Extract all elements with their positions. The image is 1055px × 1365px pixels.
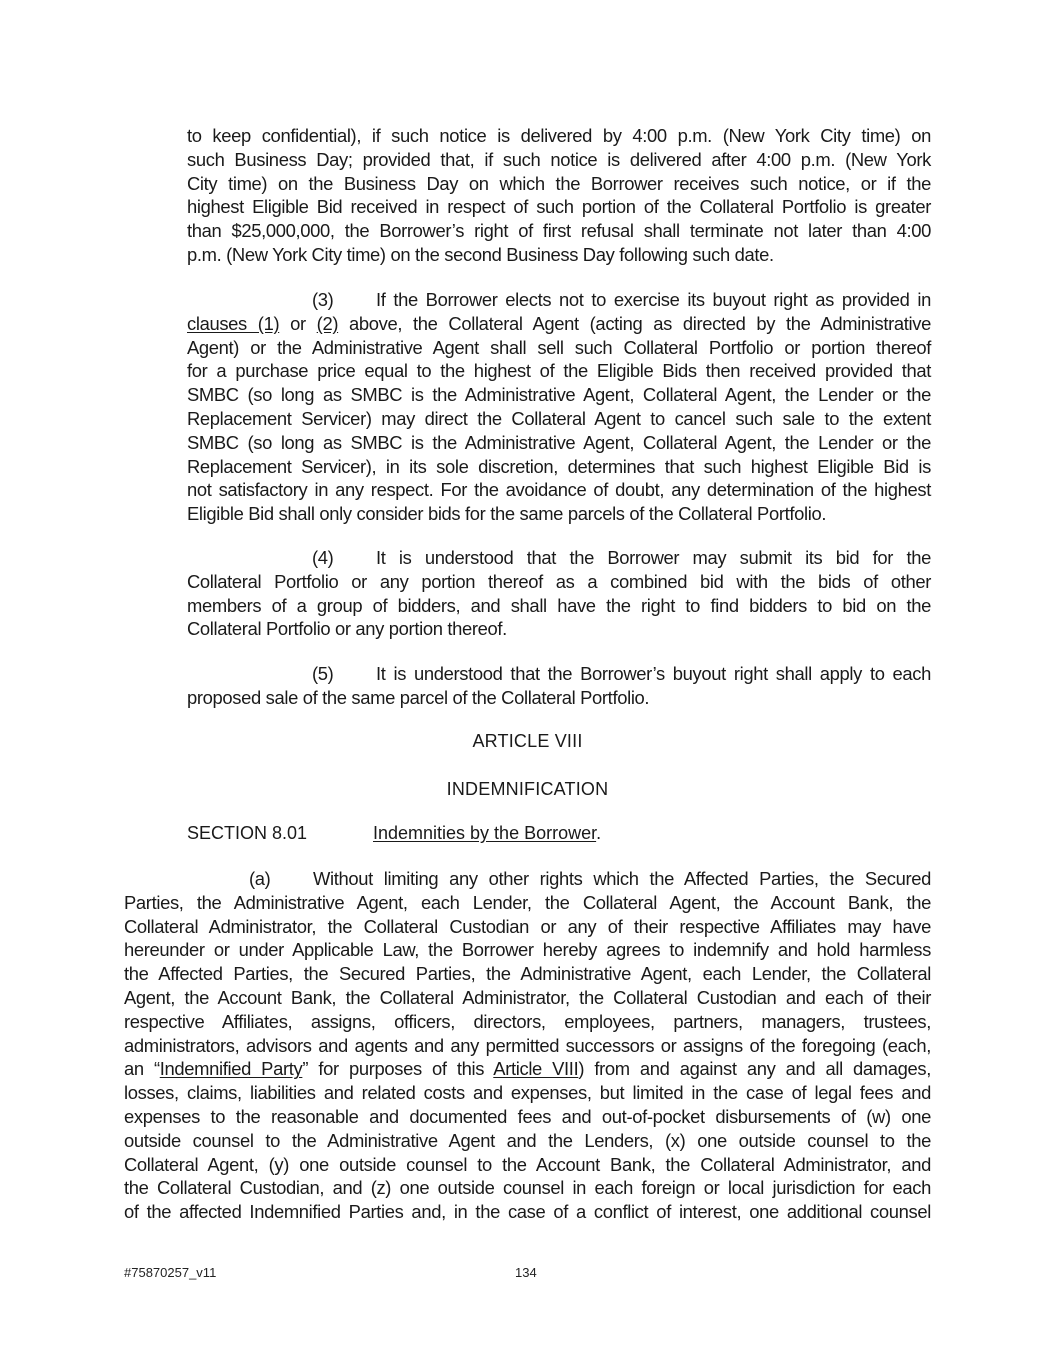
clause-1-reference-link[interactable]: clauses (1) <box>187 312 280 334</box>
clause-3 <box>187 288 931 526</box>
text-line: proposed sale of the same parcel of the Collateral Portfolio. <box>187 686 650 708</box>
text-line: administrators, advisors and agents and any permitted successors or assigns of the foregoing (each, <box>124 1034 931 1056</box>
text-line: such Business Day; provided that, if such notice is delivered after 4:00 p.m. (New York <box>187 148 931 170</box>
text-line: Agent) or the Administrative Agent shall sell such Collateral Portfolio or portion thereof <box>187 336 931 358</box>
text-line: respective Affiliates, assigns, officers, directors, employees, partners, managers, trustees, <box>124 1010 931 1032</box>
section-title: Indemnities by the Borrower <box>373 823 597 843</box>
defined-term-indemnified-party: Indemnified Party <box>159 1058 303 1080</box>
text-line: SMBC (so long as SMBC is the Administrative Agent, Collateral Agent, the Lender or the <box>187 384 931 406</box>
clause-number: (3) <box>312 289 334 310</box>
text-line: of the affected Indemnified Parties and, in the case of a conflict of interest, one additional counsel <box>124 1201 931 1223</box>
text-line: hereunder or under Applicable Law, the Borrower hereby agrees to indemnify and hold harmless <box>124 939 931 961</box>
text-line: outside counsel to the Administrative Agent and the Lenders, (x) one outside counsel to the <box>124 1129 931 1151</box>
text-line: Agent, the Account Bank, the Collateral Administrator, the Collateral Custodian and each of their <box>124 986 931 1008</box>
text-line: losses, claims, liabilities and related costs and expenses, but limited in the case of legal fees and <box>124 1082 931 1104</box>
text-line: Collateral Portfolio or any portion thereof. <box>187 618 507 640</box>
document-page: to keep confidential), if such notice is delivered by 4:00 p.m. (New York City time) on such Business Day; provided that, if such notice is delivered after 4:00 p.m. (New York City time) on the Business Day on which the Borrower receives such notice, or if the highest Eligible Bid received in respect of such portion of the Collateral Portfolio is greater than $25,000,000, the Borrower’s right of first refusal shall terminate not later than 4:00 p.m. (New York City time) on the second Business Day following such date. (3) If the Borrower elects not to exercise its buyout right as provided in clauses (1) or (2) above, the Collateral Agent (acting as directed by the Administrative Agent) or the Administrative Agent shall sell such Collateral Portfolio or portion thereof for a purchase price equal to the highest of the Eligible Bids then received provided that SMBC (so long as SMBC is the Administrative Agent, Collateral Agent, the Lender or the Replacement Servicer) may direct the Collateral Agent to cancel such sale to the extent SMBC (so long as SMBC is the Administrative Agent, Collateral Agent, the Lender or the Replacement Servicer), in its sole discretion, determines that such highest Eligible Bid is not satisfactory in any respect. For the avoidance of doubt, any determination of the highest Eligible Bid shall only consider bids for the same parcels of the Collateral Portfolio. (4) It is understood that the Borrower may submit its bid for the Collateral Portfolio or any portion thereof as a combined bid with the bids of other members of a group of bidders, and shall have the right to find bidders to bid on the Collateral Portfolio or any portion thereof. (5) It is understood that the Borrower’s buyout right shall apply to each proposed sale of the same parcel of the Collateral Portfolio. ARTICLE VIII INDEMNIFICATION SECTION 8.01 Indemnities by the Borrower. (a) Without limiting any other rights which the Affected Parties, the Secured Parties, the Administrative Agent, each Lender, the Collateral Agent, the Account Bank, the Collateral Administrator, the Collateral Custodian or any of their respective Affiliates may have hereunder or under Applicable Law, the Borrower hereby agrees to indemnify and hold harmless the Affected Parties, the Secured Parties, the Administrative Agent, each Lender, the Collateral Agent, the Account Bank, the Collateral Administrator, the Collateral Custodian and each of their respective Affiliates, assigns, officers, directors, employees, partners, managers, trustees, administrators, advisors and agents and any permitted successors or assigns of the foregoing (each, an “Indemnified Party” for purposes of this Article VIII) from and against any and all damages, losses, claims, liabilities and related costs and expenses, but limited in the case of legal fees and expenses to the reasonable and documented fees and out-of-pocket disbursements of (w) one outside counsel to the Administrative Agent and the Lenders, (x) one outside counsel to the Collateral Agent, (y) one outside counsel to the Account Bank, the Collateral Administrator, and the Collateral Custodian, and (z) one outside counsel in each foreign or local jurisdiction for each of the affected Indemnified Parties and, in the case of a conflict of interest, one additional counsel #75870257_v11 134 <box>0 0 1055 1365</box>
text-line: highest Eligible Bid received in respect of such portion of the Collateral Portfolio is greater <box>187 196 931 218</box>
text-line: Eligible Bid shall only consider bids for the same parcels of the Collateral Portfolio. <box>187 503 827 525</box>
clause-4 <box>187 546 931 641</box>
text-line: clauses (1) or (2) above, the Collateral Agent (acting as directed by the Administrative <box>187 312 932 334</box>
clause-number: (4) <box>312 547 334 568</box>
footer-page-number: 134 <box>515 1265 537 1280</box>
text-line: Collateral Administrator, the Collateral Custodian or any of their respective Affiliates may have <box>124 915 931 937</box>
article-viii-reference-link[interactable]: Article VIII <box>493 1058 579 1080</box>
text-line: expenses to the reasonable and documented fees and out-of-pocket disbursements of (w) one <box>124 1105 931 1127</box>
clause-first-line: (4) It is understood that the Borrower may submit its bid for the <box>312 547 931 568</box>
text-line: p.m. (New York City time) on the second Business Day following such date. <box>187 243 774 265</box>
text-line: Parties, the Administrative Agent, each Lender, the Collateral Agent, the Account Bank, the <box>124 891 931 913</box>
text-line: SMBC (so long as SMBC is the Administrative Agent, Collateral Agent, the Lender or the <box>187 431 931 453</box>
clause-number: (a) <box>249 868 271 889</box>
text-line: Replacement Servicer), in its sole discretion, determines that such highest Eligible Bid is <box>187 455 931 477</box>
clause-a <box>124 867 931 1224</box>
footer-document-id: #75870257_v11 <box>124 1265 217 1280</box>
text-line: Collateral Portfolio or any portion thereof as a combined bid with the bids of other <box>187 570 931 592</box>
text-line: an “Indemnified Party” for purposes of this Article VIII) from and against any and all damages, <box>124 1058 931 1080</box>
text-line: than $25,000,000, the Borrower’s right of first refusal shall terminate not later than 4:00 <box>187 220 931 242</box>
article-number-heading: ARTICLE VIII <box>472 731 583 751</box>
paragraph-continuation <box>187 124 931 267</box>
text-line: members of a group of bidders, and shall have the right to find bidders to bid on the <box>187 594 931 616</box>
clause-first-line: (5) It is understood that the Borrower’s buyout right shall apply to each <box>312 663 931 684</box>
section-number: SECTION 8.01 <box>187 823 308 843</box>
text-line: Collateral Agent, (y) one outside counsel to the Account Bank, the Collateral Administrator, and <box>124 1153 931 1175</box>
clause-number: (5) <box>312 663 334 684</box>
clause-first-line: (a) Without limiting any other rights which the Affected Parties, the Secured <box>249 868 931 889</box>
clause-2-reference-link[interactable]: (2) <box>316 312 339 334</box>
text-line: to keep confidential), if such notice is delivered by 4:00 p.m. (New York City time) on <box>187 125 931 146</box>
text-line: Replacement Servicer) may direct the Collateral Agent to cancel such sale to the extent <box>187 407 931 429</box>
text-line: City time) on the Business Day on which the Borrower receives such notice, or if the <box>187 172 931 194</box>
text-line: for a purchase price equal to the highest of the Eligible Bids then received provided that <box>187 360 931 382</box>
text-line: the Collateral Custodian, and (z) one outside counsel in each foreign or local jurisdiction for each <box>124 1177 931 1199</box>
text-line: the Affected Parties, the Secured Parties, the Administrative Agent, each Lender, the Collateral <box>124 963 931 985</box>
clause-5 <box>187 662 931 710</box>
article-title-heading: INDEMNIFICATION <box>446 779 609 799</box>
clause-first-line: (3) If the Borrower elects not to exercise its buyout right as provided in <box>312 289 931 310</box>
text-line: not satisfactory in any respect. For the avoidance of doubt, any determination of the highest <box>187 479 931 501</box>
